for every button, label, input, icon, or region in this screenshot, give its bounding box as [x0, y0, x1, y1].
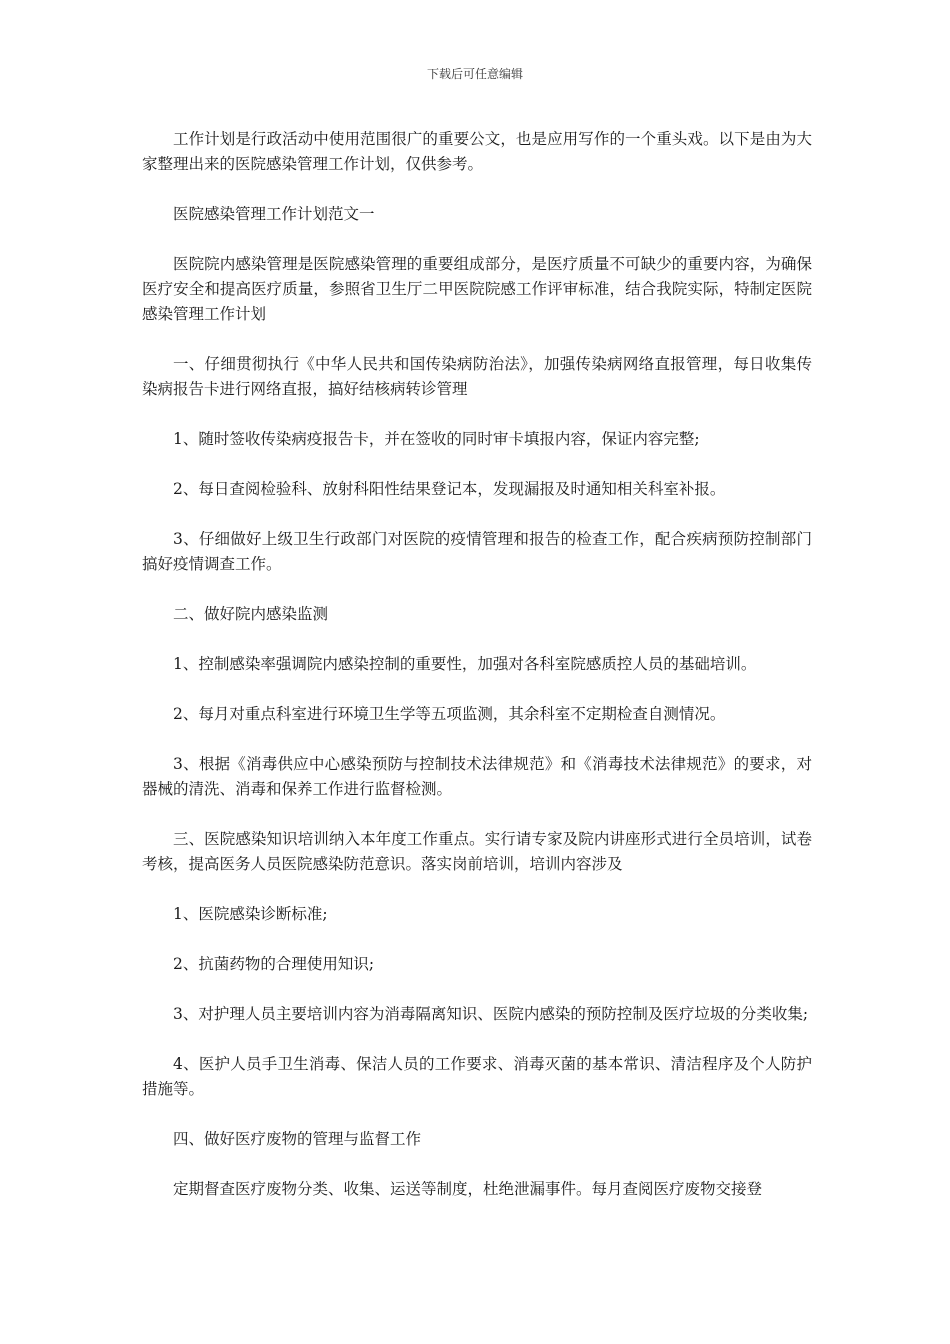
section-title: 医院感染管理工作计划范文一 — [173, 205, 375, 223]
paragraph-intro: 工作计划是行政活动中使用范围很广的重要公文，也是应用写作的一个重头戏。以下是由为大家整理出来的医院感染管理工作计划，仅供参考。 — [142, 130, 812, 173]
paragraph: 定期督查医疗废物分类、收集、运送等制度，杜绝泄漏事件。每月查阅医疗废物交接登 — [173, 1180, 763, 1198]
list-item: 3、对护理人员主要培训内容为消毒隔离知识、医院内感染的预防控制及医疗垃圾的分类收集; — [173, 1005, 809, 1023]
section-heading-3: 三、医院感染知识培训纳入本年度工作重点。实行请专家及院内讲座形式进行全员培训，试卷考核，提高医务人员医院感染防范意识。落实岗前培训，培训内容涉及 — [142, 830, 812, 873]
list-item: 3、仔细做好上级卫生行政部门对医院的疫情管理和报告的检查工作，配合疾病预防控制部门搞好疫情调查工作。 — [142, 530, 812, 573]
list-item: 1、随时签收传染病疫报告卡，并在签收的同时审卡填报内容，保证内容完整; — [173, 430, 700, 448]
list-item: 3、根据《消毒供应中心感染预防与控制技术法律规范》和《消毒技术法律规范》的要求，对器械的清洗、消毒和保养工作进行监督检测。 — [142, 755, 812, 798]
list-item: 2、抗菌药物的合理使用知识; — [173, 955, 375, 973]
section-heading-4: 四、做好医疗废物的管理与监督工作 — [173, 1130, 422, 1148]
list-item: 4、医护人员手卫生消毒、保洁人员的工作要求、消毒灭菌的基本常识、清洁程序及个人防护措施等。 — [142, 1055, 812, 1098]
paragraph: 医院院内感染管理是医院感染管理的重要组成部分，是医疗质量不可缺少的重要内容，为确保医疗安全和提高医疗质量，参照省卫生厅二甲医院院感工作评审标准，结合我院实际，特制定医院感染管理工作计划 — [142, 255, 812, 323]
section-heading-1: 一、仔细贯彻执行《中华人民共和国传染病防治法》，加强传染病网络直报管理，每日收集传染病报告卡进行网络直报，搞好结核病转诊管理 — [142, 355, 812, 398]
document-body — [142, 127, 812, 1202]
list-item: 2、每日查阅检验科、放射科阳性结果登记本，发现漏报及时通知相关科室补报。 — [173, 480, 726, 498]
list-item: 1、控制感染率强调院内感染控制的重要性，加强对各科室院感质控人员的基础培训。 — [173, 655, 757, 673]
section-heading-2: 二、做好院内感染监测 — [173, 605, 329, 623]
list-item: 2、每月对重点科室进行环境卫生学等五项监测，其余科室不定期检查自测情况。 — [173, 705, 726, 723]
page-header: 下载后可任意编辑 — [426, 67, 523, 81]
list-item: 1、医院感染诊断标准; — [173, 905, 328, 923]
